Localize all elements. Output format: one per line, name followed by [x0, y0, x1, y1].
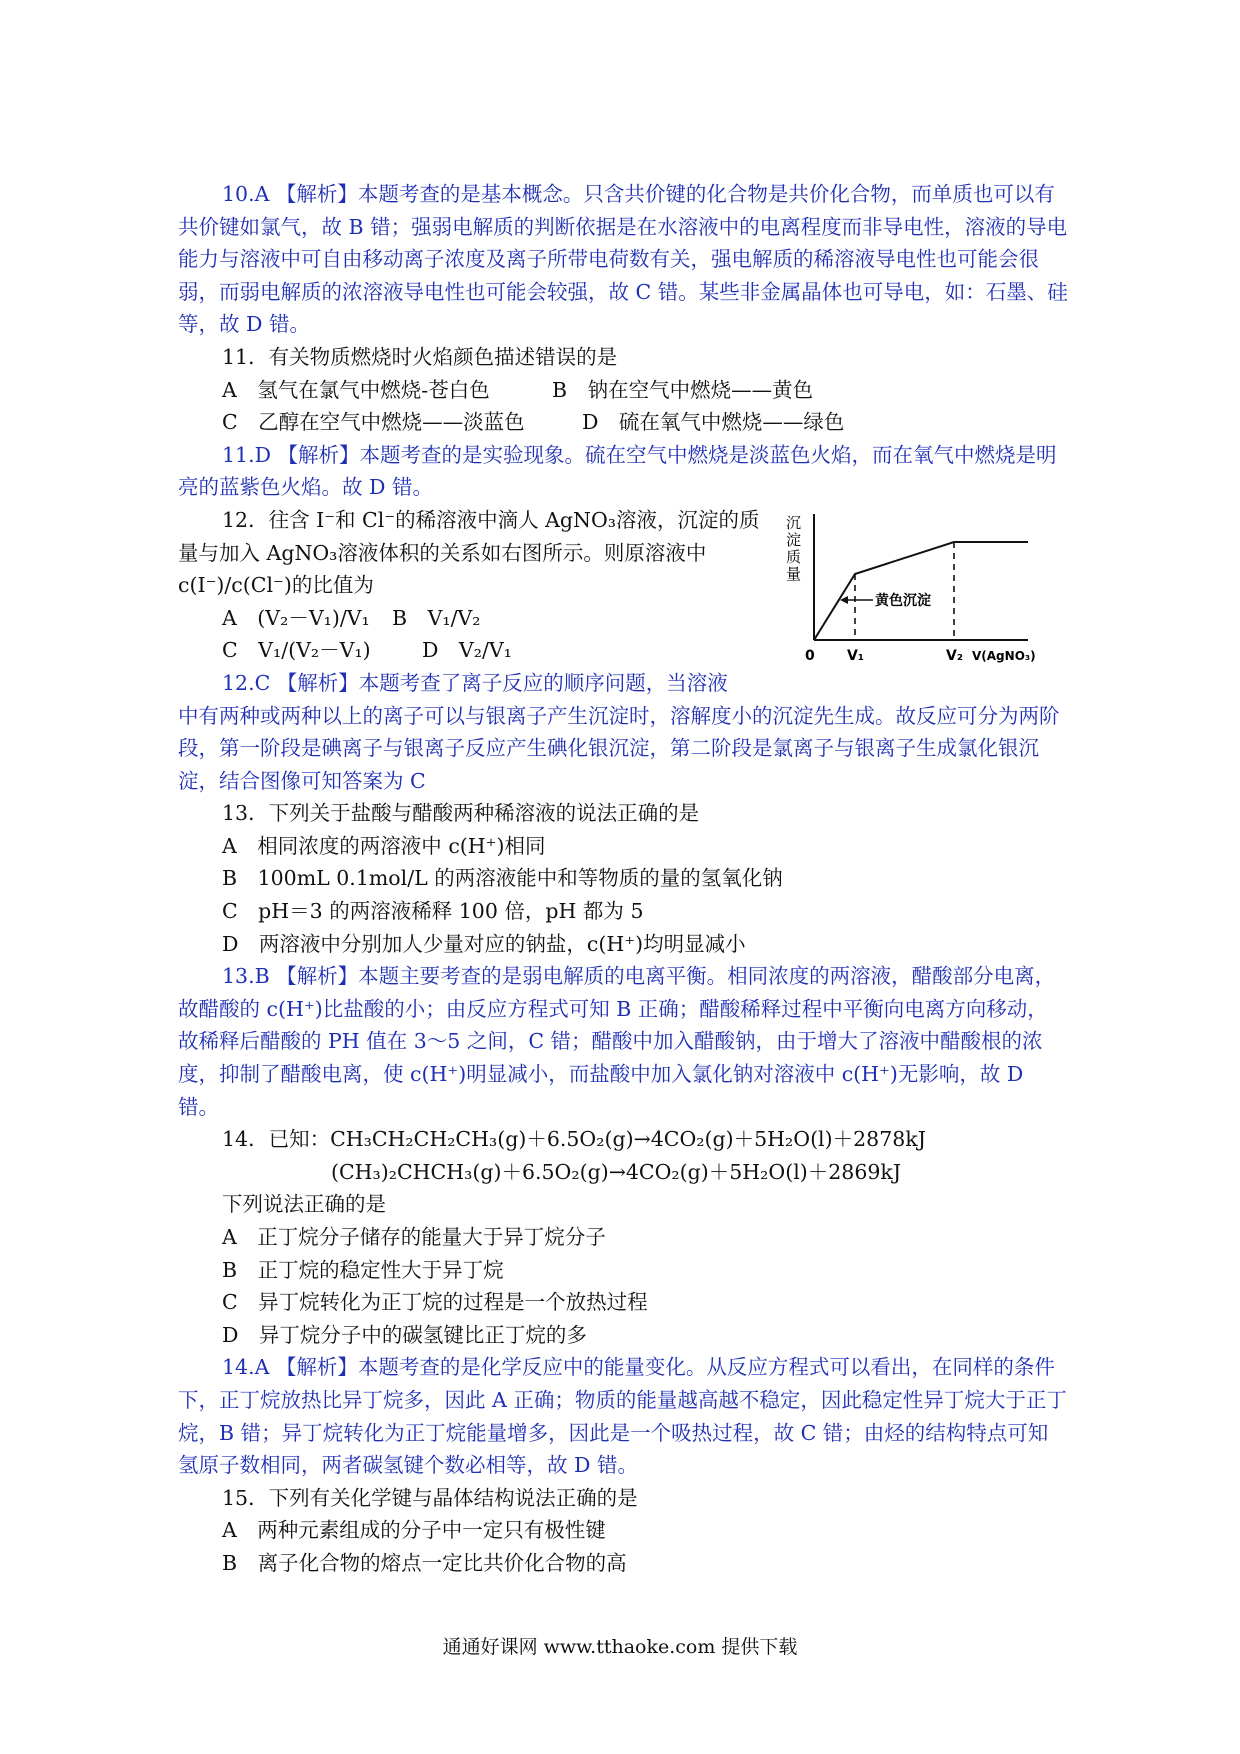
graph-annotation: 黄色沉淀 — [875, 592, 931, 609]
graph-v2-label: V₂ — [946, 647, 963, 664]
question-11-options-row2 — [178, 406, 1068, 439]
graph-ylabel-3: 质 — [786, 547, 802, 566]
answer-11: 11.D 【解析】本题考查的是实验现象。硫在空气中燃烧是淡蓝色火焰，而在氧气中燃烧是明亮的蓝紫色火焰。故 D 错。 — [178, 442, 1057, 500]
question-12-options-row1 — [178, 602, 778, 635]
question-13-option-b: B 100mL 0.1mol/L 的两溶液能中和等物质的量的氢氧化钠 — [222, 866, 783, 891]
graph-curve — [814, 542, 1028, 640]
answer-13: 13.B 【解析】本题主要考查的是弱电解质的电离平衡。相同浓度的两溶液，醋酸部分电离，故醋酸的 c(H⁺)比盐酸的小；由反应方程式可知 B 正确；醋酸稀释过程中平衡向电离方向移动，故稀释后醋酸的 PH 值在 3～5 之间，C 错；醋酸中加入醋酸钠，由于增大了溶液中醋酸根的浓度，抑制了醋酸电离，使 c(H⁺)明显减小，而盐酸中加入氯化钠对溶液中 c(H⁺)无影响，故 D 错。 — [178, 964, 1056, 1119]
question-14-equation-2: (CH₃)₂CHCH₃(g)＋6.5O₂(g)→4CO₂(g)＋5H₂O(l)＋2869kJ — [331, 1159, 902, 1184]
question-14-option-b: B 正丁烷的稳定性大于异丁烷 — [222, 1257, 504, 1282]
question-12-text — [178, 504, 778, 700]
answer-12-rest: 中有两种或两种以上的离子可以与银离子产生沉淀时，溶解度小的沉淀先生成。故反应可分为两阶段，第一阶段是碘离子与银离子反应产生碘化银沉淀，第二阶段是氯离子与银离子生成氯化银沉淀，结合图像可知答案为 C — [178, 703, 1060, 793]
question-11-options-row1 — [178, 374, 1068, 407]
question-12-stem: 12．往含 I⁻和 Cl⁻的稀溶液中滴人 AgNO₃溶液，沉淀的质量与加入 AgNO₃溶液体积的关系如右图所示。则原溶液中 c(I⁻)/c(Cl⁻)的比值为 — [178, 507, 760, 598]
question-12 — [178, 504, 1068, 700]
question-14-option-c: C 异丁烷转化为正丁烷的过程是一个放热过程 — [222, 1290, 648, 1315]
page-footer: 通通好课网 www.tthaoke.com 提供下载 — [442, 1636, 798, 1658]
question-11-stem: 11．有关物质燃烧时火焰颜色描述错误的是 — [222, 344, 618, 369]
question-13-option-d: D 两溶液中分别加人少量对应的钠盐，c(H⁺)均明显减小 — [222, 931, 746, 956]
option-a: A (V₂－V₁)/V₁ — [222, 605, 370, 630]
question-15-stem: 15．下列有关化学键与晶体结构说法正确的是 — [222, 1485, 638, 1510]
option-b: B 钠在空气中燃烧——黄色 — [552, 377, 814, 402]
option-c: C 乙醇在空气中燃烧——淡蓝色 — [222, 410, 525, 435]
graph-v1-label: V₁ — [847, 647, 864, 664]
question-14-option-d: D 异丁烷分子中的碳氢键比正丁烷的多 — [222, 1322, 587, 1347]
question-13-option-c: C pH＝3 的两溶液稀释 100 倍，pH 都为 5 — [222, 899, 644, 924]
question-15-option-a: A 两种元素组成的分子中一定只有极性键 — [222, 1518, 606, 1543]
option-d: D 硫在氧气中燃烧——绿色 — [582, 410, 845, 435]
option-c: C V₁/(V₂－V₁) — [222, 638, 371, 663]
graph-ylabel-4: 量 — [786, 564, 802, 583]
graph-xlabel: V(AgNO₃) — [972, 648, 1036, 663]
graph-ylabel-2: 淀 — [786, 530, 802, 549]
question-15-option-b: B 离子化合物的熔点一定比共价化合物的高 — [222, 1550, 627, 1575]
graph-ylabel-1: 沉 — [786, 513, 802, 532]
question-14-option-a: A 正丁烷分子储存的能量大于异丁烷分子 — [222, 1225, 606, 1249]
answer-10: 10.A 【解析】本题考查的是基本概念。只含共价键的化合物是共价化合物，而单质也可以有共价键如氯气，故 B 错；强弱电解质的判断依据是在水溶液中的电离程度而非导电性，溶液的导电能力与溶液中可自由移动离子浓度及离子所带电荷数有关，强电解质的稀溶液导电性也可能会很弱，而弱电解质的浓溶液导电性也可能会较强，故 C 错。某些非金属晶体也可导电，如：石墨、硅等，故 D 错。 — [178, 182, 1068, 337]
question-14-stem: 下列说法正确的是 — [222, 1192, 386, 1217]
precipitate-graph — [778, 504, 1068, 664]
option-d: D V₂/V₁ — [422, 638, 512, 663]
question-13-stem: 13．下列关于盐酸与醋酸两种稀溶液的说法正确的是 — [222, 801, 700, 826]
document-body — [178, 178, 1068, 1580]
option-b: B V₁/V₂ — [392, 605, 481, 630]
question-14-equation-1: 14．已知：CH₃CH₂CH₂CH₃(g)＋6.5O₂(g)→4CO₂(g)＋5H₂O(l)＋2878kJ — [222, 1127, 926, 1152]
answer-12-first-line: 12.C 【解析】本题考查了离子反应的顺序问题，当溶液 — [222, 670, 728, 695]
option-a: A 氢气在氯气中燃烧-苍白色 — [222, 377, 490, 402]
question-13-option-a: A 相同浓度的两溶液中 c(H⁺)相同 — [222, 833, 546, 858]
graph-origin-label: 0 — [805, 647, 815, 664]
answer-14: 14.A 【解析】本题考查的是化学反应中的能量变化。从反应方程式可以看出，在同样的条件下，正丁烷放热比异丁烷多，因此 A 正确；物质的能量越高越不稳定，因此稳定性异丁烷大于正丁烷，B 错；异丁烷转化为正丁烷能量增多，因此是一个吸热过程，故 C 错；由烃的结构特点可知氢原子数相同，两者碳氢键个数必相等，故 D 错。 — [178, 1355, 1067, 1478]
question-12-options-row2 — [178, 634, 778, 667]
